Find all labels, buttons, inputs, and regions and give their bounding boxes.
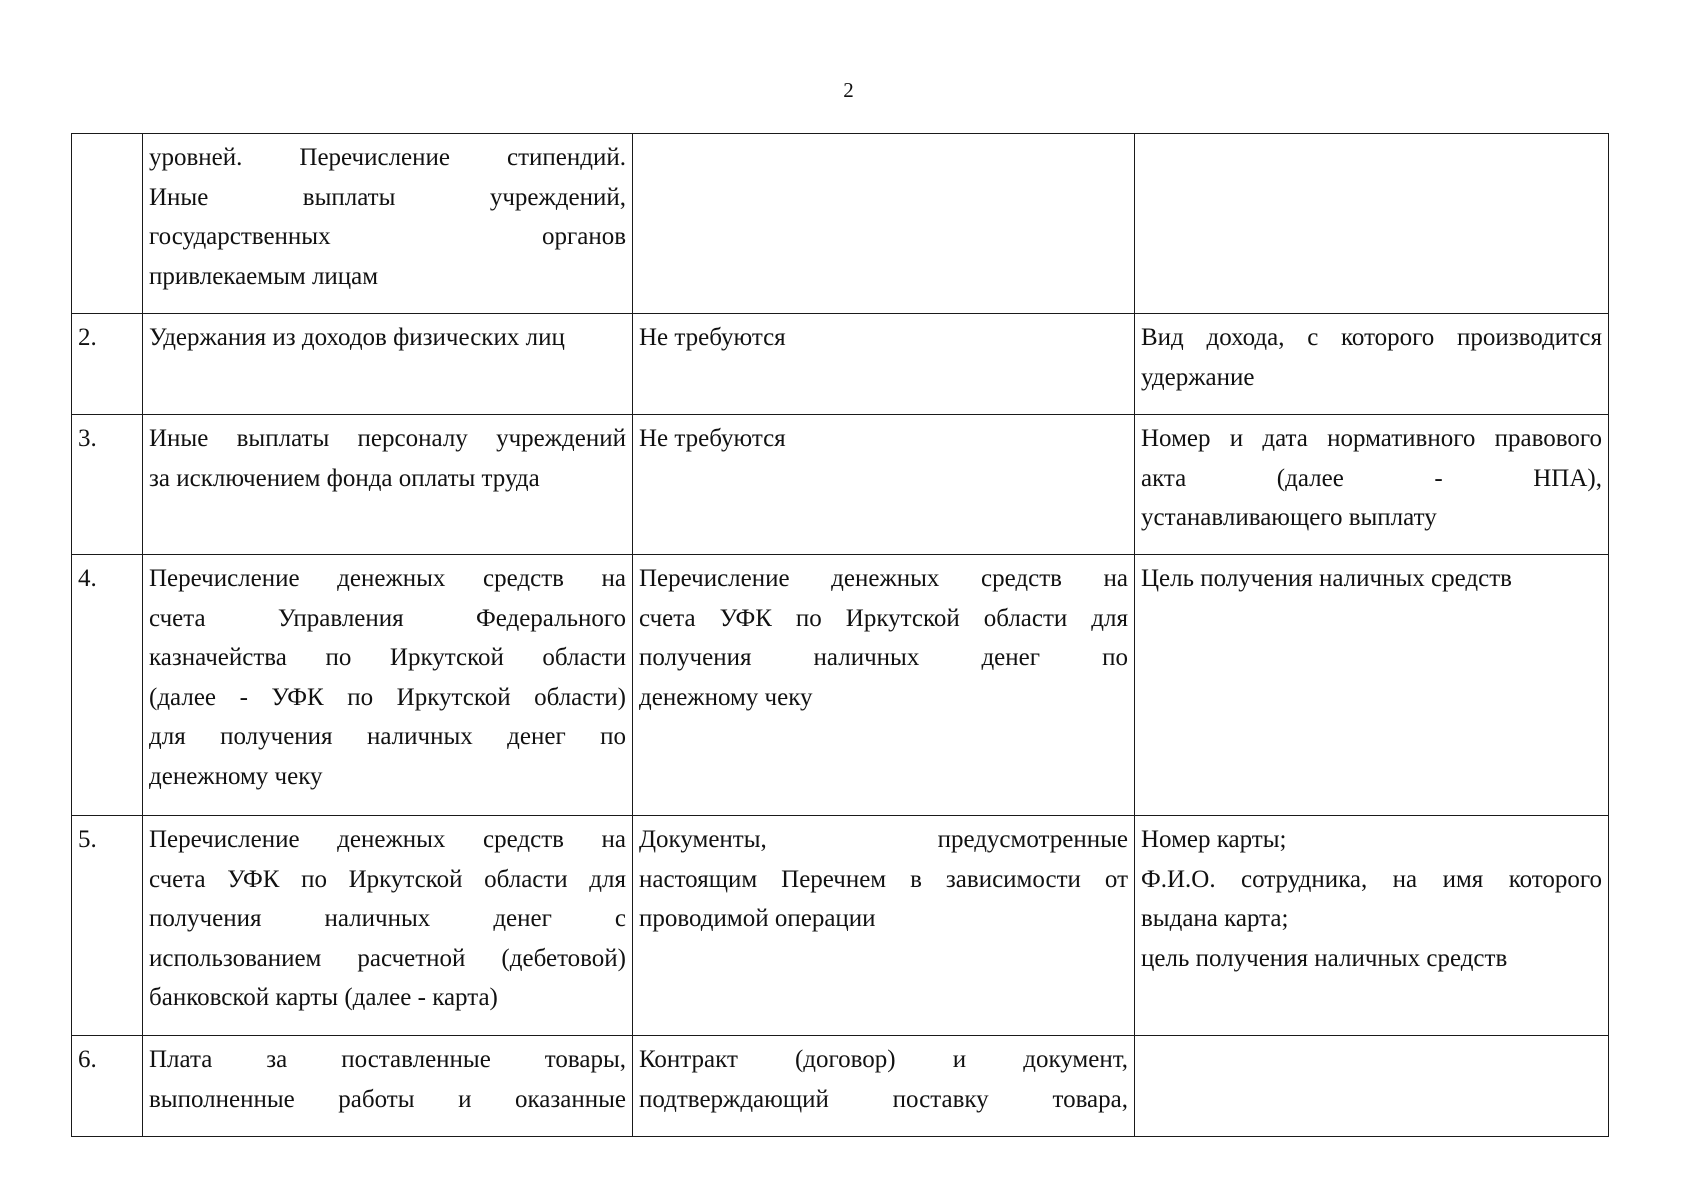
text-line: денежному чеку — [149, 762, 323, 790]
operation-cell — [143, 555, 633, 816]
row-number: 5. — [72, 816, 143, 1036]
text-line: Не требуются — [639, 324, 786, 351]
text-line: денежному чеку — [639, 683, 813, 711]
text-line: Цель получения наличных средств — [1141, 565, 1512, 592]
operation-cell — [143, 314, 633, 415]
table-row — [72, 1036, 1609, 1137]
details-cell — [1135, 314, 1609, 415]
details-cell — [1135, 1036, 1609, 1137]
text-line: (далее - УФК по Иркутской области) — [149, 683, 626, 711]
text-line: выполненные работы и оказанные — [149, 1085, 626, 1113]
text-line: Перечисление денежных средств на — [149, 826, 626, 853]
text-line: банковской карты (далее - карта) — [149, 984, 498, 1011]
text-line: Перечисление денежных средств на — [149, 565, 626, 592]
operation-cell — [143, 816, 633, 1036]
text-line: устанавливающего выплату — [1141, 504, 1437, 531]
text-line: привлекаемым лицам — [149, 262, 379, 290]
table-row — [72, 816, 1609, 1036]
documents-cell — [633, 415, 1135, 555]
text-line: казначейства по Иркутской области — [149, 644, 626, 671]
text-line: получения наличных денег по — [639, 644, 1128, 671]
text-line: акта (далее - НПА), — [1141, 464, 1602, 492]
text-line: подтверждающий поставку товара, — [639, 1085, 1128, 1113]
text-line: цель получения наличных средств — [1141, 944, 1508, 972]
text-line: счета УФК по Иркутской области для — [639, 604, 1128, 632]
documents-cell — [633, 555, 1135, 816]
text-line: получения наличных денег с — [149, 905, 626, 932]
text-line: Ф.И.О. сотрудника, на имя которого — [1141, 865, 1602, 893]
page-number: 2 — [843, 78, 854, 102]
text-line: для получения наличных денег по — [149, 723, 626, 750]
text-line: Номер и дата нормативного правового — [1141, 425, 1602, 452]
text-line: использованием расчетной (дебетовой) — [149, 944, 626, 972]
table-row — [72, 415, 1609, 555]
table-row — [72, 555, 1609, 816]
operation-cell — [143, 415, 633, 555]
documents-cell — [633, 1036, 1135, 1137]
text-line: счета Управления Федерального — [149, 604, 626, 632]
details-cell — [1135, 134, 1609, 314]
document-table — [71, 133, 1609, 1137]
row-number: 4. — [72, 555, 143, 816]
table-row — [72, 134, 1609, 314]
operation-cell — [143, 134, 633, 314]
text-line: Удержания из доходов физических лиц — [149, 324, 565, 351]
text-line: уровней. Перечисление стипендий. — [149, 144, 626, 171]
text-line: Вид дохода, с которого производится — [1141, 324, 1602, 351]
text-line: Перечисление денежных средств на — [639, 565, 1128, 592]
text-line: счета УФК по Иркутской области для — [149, 865, 626, 893]
text-line: настоящим Перечнем в зависимости от — [639, 865, 1128, 893]
documents-cell — [633, 314, 1135, 415]
text-line: Номер карты; — [1141, 826, 1287, 853]
documents-cell — [633, 816, 1135, 1036]
operation-cell — [143, 1036, 633, 1137]
documents-cell — [633, 134, 1135, 314]
details-cell — [1135, 415, 1609, 555]
text-line: государственных органов — [149, 223, 626, 250]
row-number — [72, 134, 143, 314]
text-line: удержание — [1141, 363, 1255, 391]
text-line: Контракт (договор) и документ, — [639, 1046, 1128, 1073]
details-cell — [1135, 816, 1609, 1036]
text-line: проводимой операции — [639, 905, 876, 932]
text-line: Плата за поставленные товары, — [149, 1046, 626, 1073]
text-line: за исключением фонда оплаты труда — [149, 464, 540, 492]
row-number: 6. — [72, 1036, 143, 1137]
text-line: Иные выплаты учреждений, — [149, 183, 626, 211]
text-line: Не требуются — [639, 425, 786, 452]
row-number: 3. — [72, 415, 143, 555]
text-line: Иные выплаты персоналу учреждений — [149, 425, 626, 452]
text-line: Документы, предусмотренные — [639, 826, 1128, 853]
row-number: 2. — [72, 314, 143, 415]
details-cell — [1135, 555, 1609, 816]
text-line: выдана карта; — [1141, 905, 1289, 932]
table-row — [72, 314, 1609, 415]
